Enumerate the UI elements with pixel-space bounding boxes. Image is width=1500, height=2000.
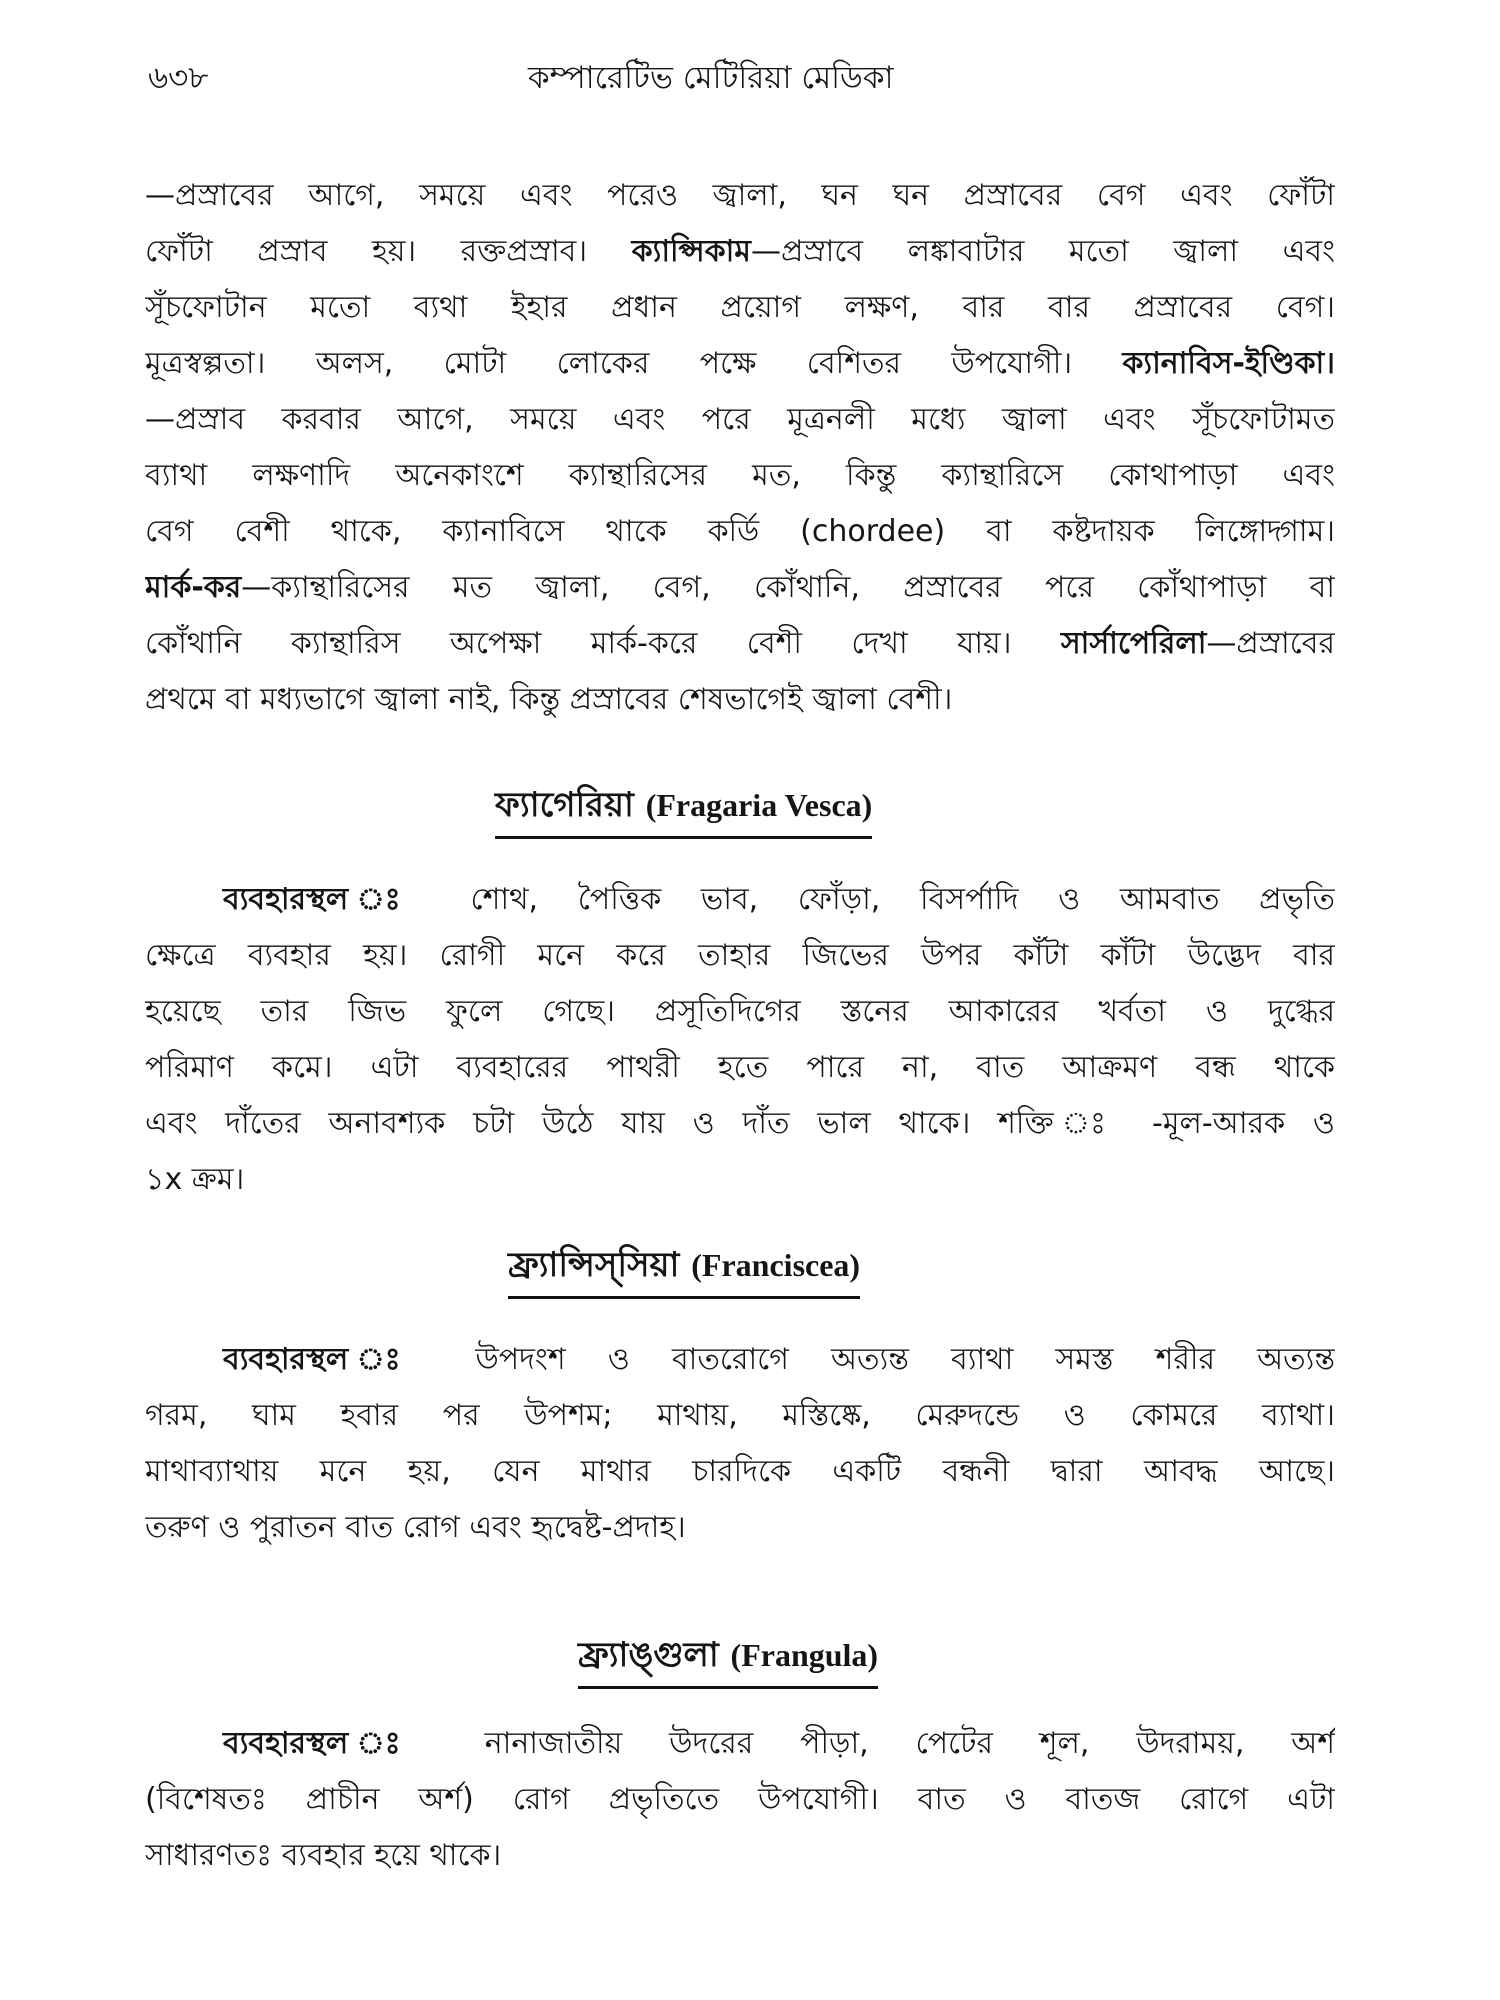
fragaria-text: শোথ, পৈত্তিক ভাব, ফোঁড়া, বিসর্পাদি ও আমবাত প্রভৃতি: [430, 882, 1335, 917]
book-title: কম্পারেটিভ মেটিরিয়া মেডিকা: [528, 60, 894, 96]
franciscea-line: [145, 1332, 1335, 1388]
intro-text: —ক্যান্থারিসের মত জ্বালা, বেগ, কোঁথানি, প্রস্রাবের পরে কোঁথাপাড়া বা: [241, 570, 1335, 605]
frangula-line: (বিশেষতঃ প্রাচীন অর্শ) রোগ প্রভৃতিতে উপযোগী। বাত ও বাতজ রোগে এটা: [145, 1782, 1335, 1817]
intro-line: বেগ বেশী থাকে, ক্যানাবিসে থাকে কর্ডি (chordee) বা কষ্টদায়ক লিঙ্গোদ্গাম।: [145, 514, 1335, 549]
page-number: ৬৩৮: [148, 60, 209, 96]
intro-text: মূত্রস্বল্পতা। অলস, মোটা লোকের পক্ষে বেশিতর উপযোগী।: [145, 346, 1123, 381]
fragaria-line: এবং দাঁতের অনাবশ্যক চটা উঠে যায় ও দাঁত ভাল থাকে। শক্তি ঃ -মূল-আরক ও: [145, 1106, 1335, 1141]
heading-latin: (Fragaria Vesca): [645, 787, 873, 823]
usage-label: ব্যবহারস্থল ঃ: [223, 882, 431, 917]
intro-text: কোঁথানি ক্যান্থারিস অপেক্ষা মার্ক-করে বেশী দেখা যায়।: [145, 626, 1061, 661]
section-heading-franciscea: [508, 1236, 860, 1299]
frangula-line: সাধারণতঃ ব্যবহার হয়ে থাকে।: [145, 1838, 502, 1873]
intro-line: ব্যাথা লক্ষণাদি অনেকাংশে ক্যান্থারিসের মত, কিন্তু ক্যান্থারিসে কোথাপাড়া এবং: [145, 458, 1335, 493]
intro-line: —প্রস্রাব করবার আগে, সময়ে এবং পরে মূত্রনলী মধ্যে জ্বালা এবং সূঁচফোটামত: [145, 402, 1335, 437]
franciscea-text: উপদংশ ও বাতরোগে অত্যন্ত ব্যাথা সমস্ত শরীর অত্যন্ত: [433, 1342, 1335, 1377]
section-heading-frangula: [578, 1626, 878, 1689]
fragaria-line: পরিমাণ কমে। এটা ব্যবহারের পাথরী হতে পারে না, বাত আক্রমণ বন্ধ থাকে: [145, 1050, 1335, 1085]
section-heading-fragaria: [495, 776, 872, 839]
intro-line: [145, 336, 1335, 392]
fragaria-line: [145, 872, 1335, 928]
usage-label: ব্যবহারস্থল ঃ: [223, 1726, 438, 1761]
intro-text: —প্রস্রাবে লঙ্কাবাটার মতো জ্বালা এবং: [750, 234, 1335, 269]
intro-line: [145, 560, 1335, 616]
intro-text: —প্রস্রাবের: [1206, 626, 1335, 661]
frangula-line: [145, 1716, 1335, 1772]
fragaria-line: ১x ক্রম।: [145, 1162, 245, 1197]
intro-line: সূঁচফোটান মতো ব্যথা ইহার প্রধান প্রয়োগ লক্ষণ, বার বার প্রস্রাবের বেগ।: [145, 290, 1335, 325]
heading-latin: (Frangula): [730, 1637, 879, 1673]
fragaria-line: ক্ষেত্রে ব্যবহার হয়। রোগী মনে করে তাহার জিভের উপর কাঁটা কাঁটা উদ্ভেদ বার: [145, 938, 1335, 973]
franciscea-line: মাথাব্যাথায় মনে হয়, যেন মাথার চারদিকে একটি বন্ধনী দ্বারা আবদ্ধ আছে।: [145, 1454, 1335, 1489]
intro-line: —প্রস্রাবের আগে, সময়ে এবং পরেও জ্বালা, ঘন ঘন প্রস্রাবের বেগ এবং ফোঁটা: [145, 178, 1335, 213]
remedy-name-merc-cor: মার্ক-কর: [145, 570, 242, 605]
remedy-name-sarsaparilla: সার্সাপেরিলা: [1060, 626, 1207, 661]
remedy-name-cannabis-indica: ক্যানাবিস-ইণ্ডিকা।: [1122, 346, 1335, 381]
heading-bengali: ফ্র্যান্সিস্‌সিয়া: [508, 1245, 680, 1285]
intro-line: [145, 616, 1335, 672]
heading-bengali: ফ্যাগেরিয়া: [495, 785, 634, 825]
intro-line: প্রথমে বা মধ্যভাগে জ্বালা নাই, কিন্তু প্রস্রাবের শেষভাগেই জ্বালা বেশী।: [145, 682, 953, 717]
franciscea-line: তরুণ ও পুরাতন বাত রোগ এবং হৃদ্বেষ্ট-প্রদাহ।: [145, 1510, 686, 1545]
frangula-text: নানাজাতীয় উদরের পীড়া, পেটের শূল, উদরাময়, অর্শ: [437, 1726, 1335, 1761]
intro-line: [145, 224, 1335, 280]
intro-text: ফোঁটা প্রস্রাব হয়। রক্তপ্রস্রাব।: [145, 234, 632, 269]
usage-label: ব্যবহারস্থল ঃ: [223, 1342, 434, 1377]
heading-latin: (Franciscea): [691, 1247, 861, 1283]
heading-bengali: ফ্র্যাঙ্গুলা: [578, 1635, 719, 1675]
remedy-name-capsicum: ক্যাপ্সিকাম: [631, 234, 751, 269]
franciscea-line: গরম, ঘাম হবার পর উপশম; মাথায়, মস্তিষ্কে, মেরুদন্ডে ও কোমরে ব্যাথা।: [145, 1398, 1335, 1433]
fragaria-line: হয়েছে তার জিভ ফুলে গেছে। প্রসূতিদিগের স্তনের আকারের খর্বতা ও দুগ্ধের: [145, 994, 1335, 1029]
running-header: [148, 48, 1328, 108]
